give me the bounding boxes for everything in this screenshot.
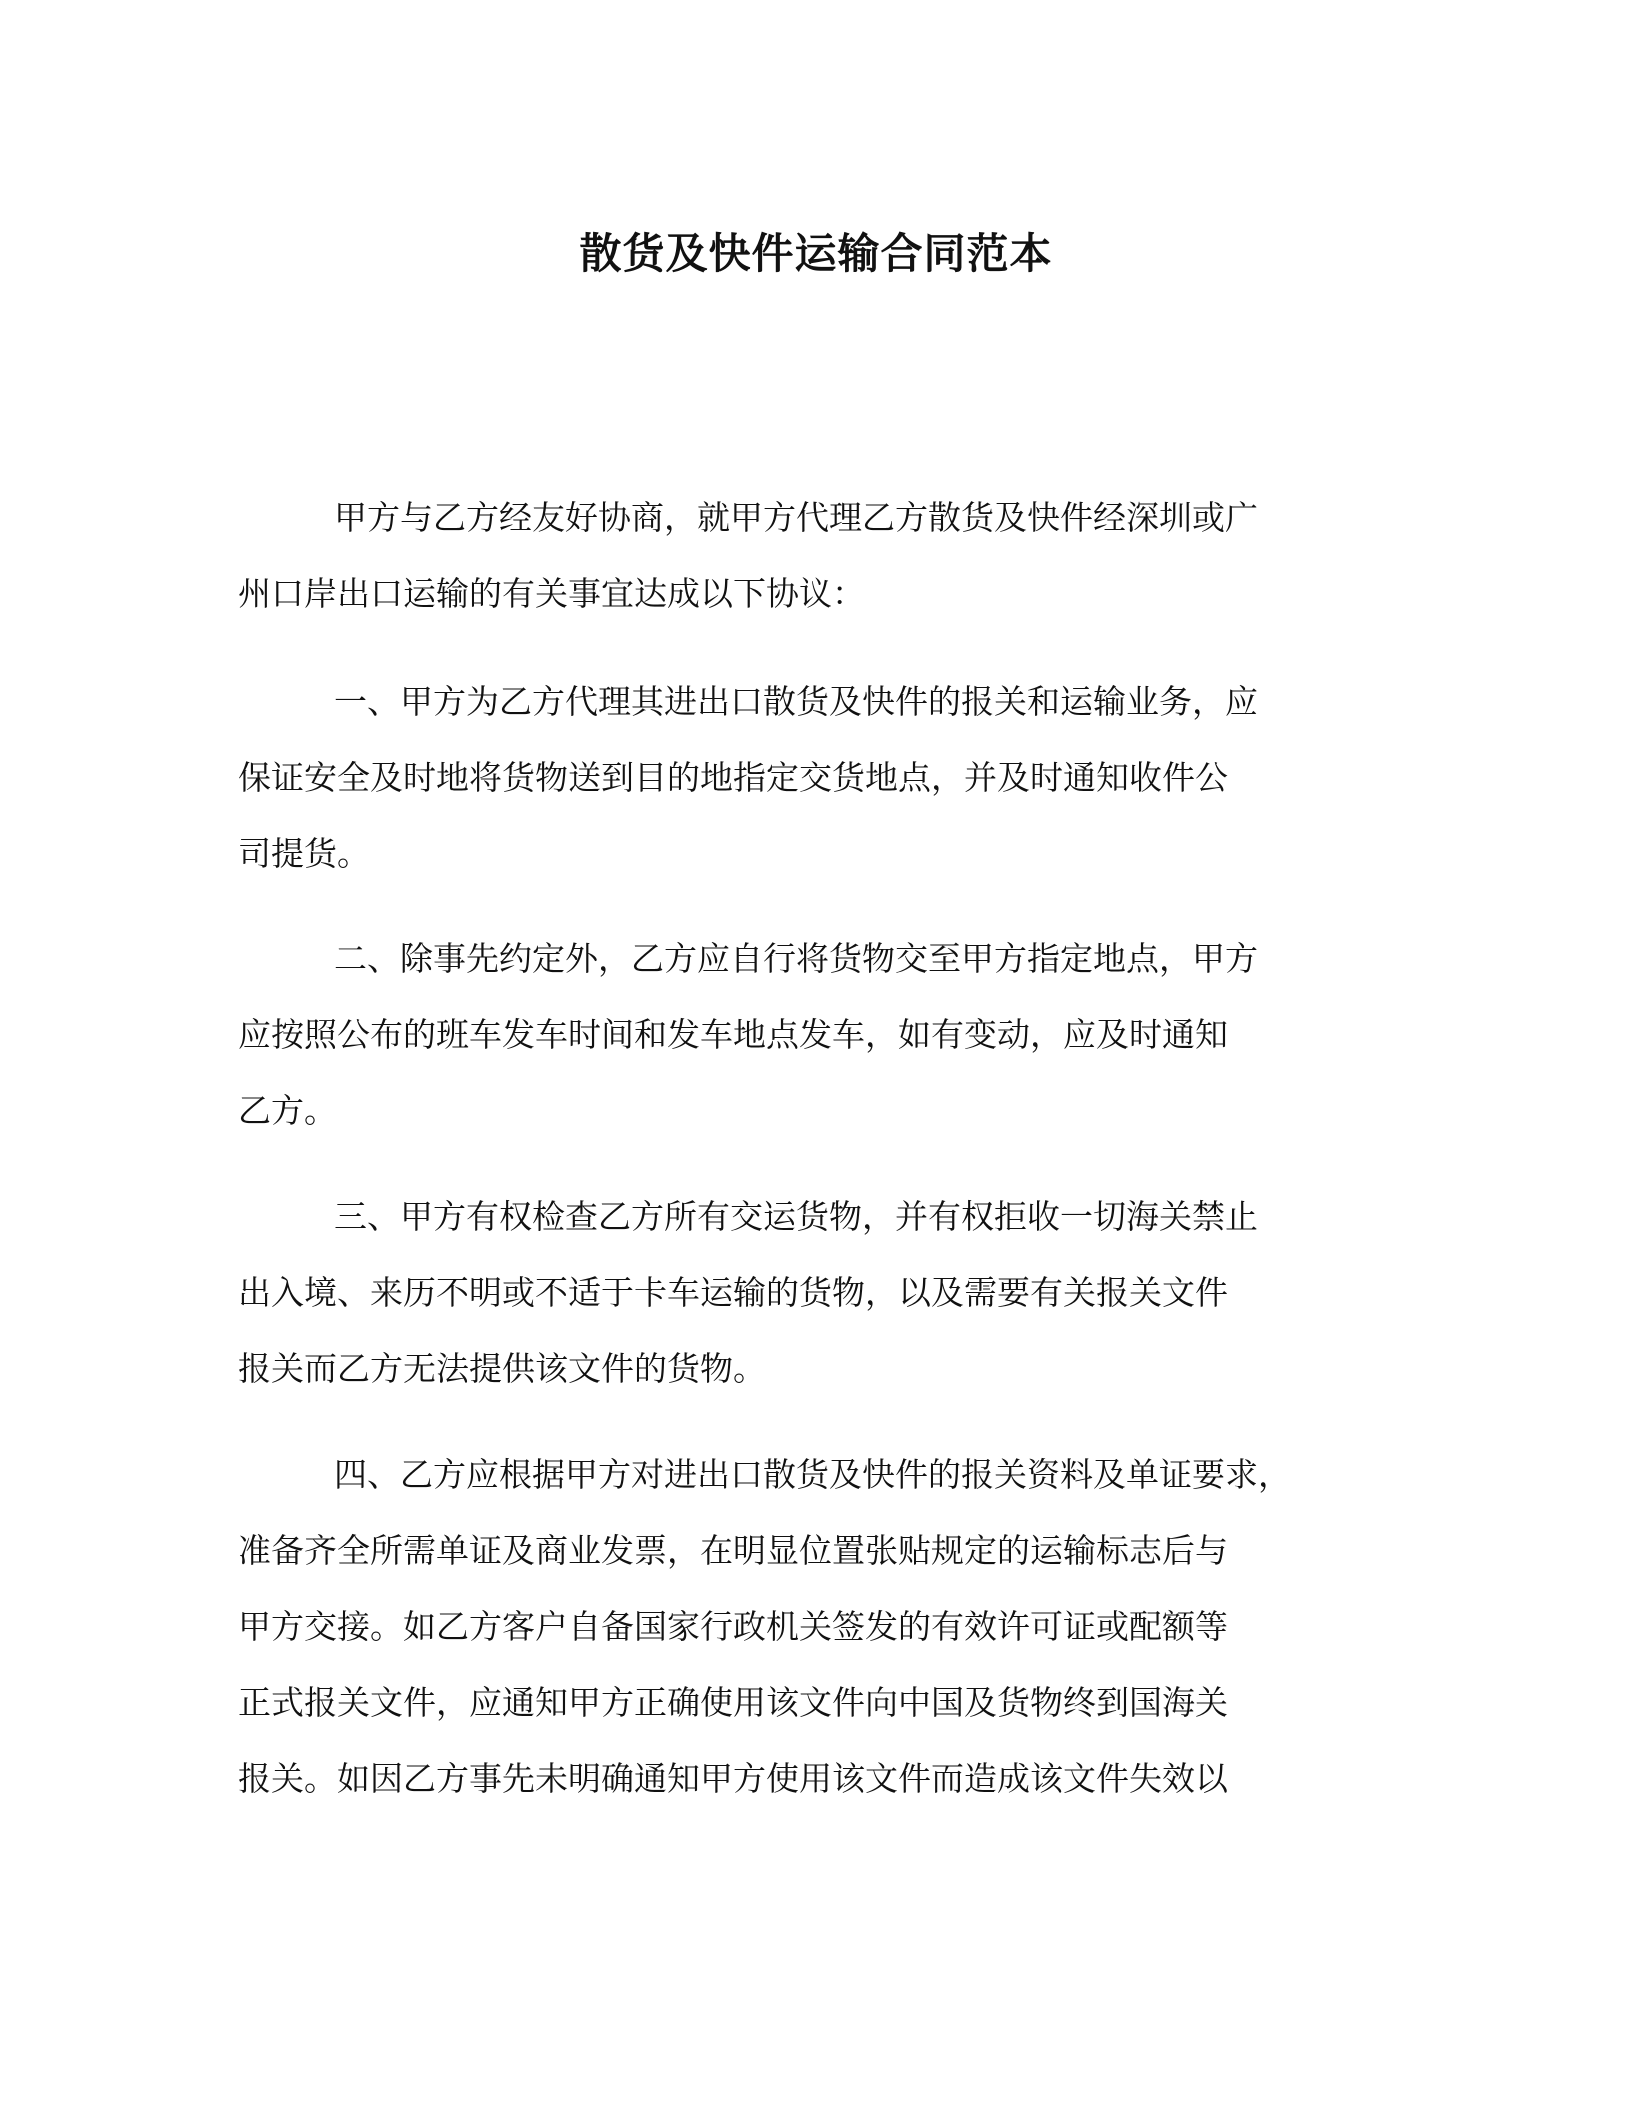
paragraph-clause-4: 四、乙方应根据甲方对进出口散货及快件的报关资料及单证要求， 准备齐全所需单证及商业发票，在明显位置张贴规定的运输标志后与 甲方交接。如乙方客户自备国家行政机关签发的有效许可证或配额等 正式报关文件，应通知甲方正确使用该文件向中国及货物终到国海关 报关。如因乙方事先未明确通知甲方使用该文件而造成该文件失效以 <box>238 1455 1291 1798</box>
paragraph-clause-2: 二、除事先约定外，乙方应自行将货物交至甲方指定地点，甲方 应按照公布的班车发车时间和发车地点发车，如有变动，应及时通知 乙方。 <box>238 939 1258 1130</box>
document-title: 散货及快件运输合同范本 <box>579 229 1053 278</box>
paragraph-clause-1: 一、甲方为乙方代理其进出口散货及快件的报关和运输业务，应 保证安全及时地将货物送到目的地指定交货地点，并及时通知收件公 司提货。 <box>238 682 1258 873</box>
paragraph-intro: 甲方与乙方经友好协商，就甲方代理乙方散货及快件经深圳或广 州口岸出口运输的有关事宜达成以下协议： <box>238 498 1258 613</box>
paragraph-clause-3: 三、甲方有权检查乙方所有交运货物，并有权拒收一切海关禁止 出入境、来历不明或不适于卡车运输的货物，以及需要有关报关文件 报关而乙方无法提供该文件的货物。 <box>238 1197 1258 1388</box>
